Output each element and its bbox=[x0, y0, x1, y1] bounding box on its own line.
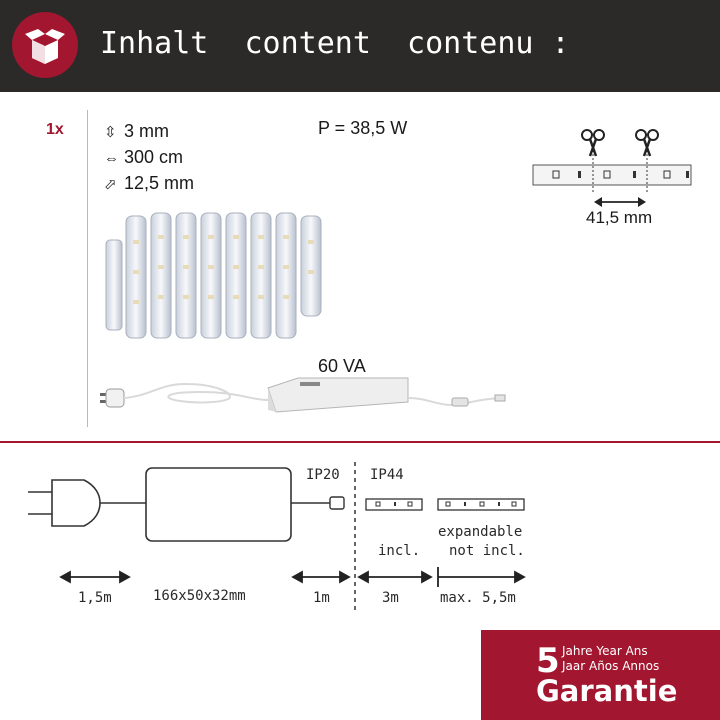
guarantee-years: 5 bbox=[536, 641, 560, 681]
max-length-label: max. 5,5m bbox=[440, 590, 516, 606]
cut-distance-label: 41,5 mm bbox=[586, 208, 653, 227]
lead-length-label: 1m bbox=[313, 590, 330, 606]
ip-rating-adapter: IP20 bbox=[306, 467, 340, 483]
page-title: Inhalt content contenu : bbox=[100, 26, 570, 61]
guarantee-line-1: Jahre Year Ans bbox=[562, 644, 648, 658]
spec-width-value: 12,5 mm bbox=[124, 173, 195, 193]
quantity-label: 1x bbox=[46, 121, 64, 138]
adapter-va-label: 60 VA bbox=[318, 356, 366, 376]
expandable-label: expandable bbox=[438, 524, 523, 540]
adapter-outline bbox=[146, 468, 291, 541]
included-label: incl. bbox=[378, 543, 421, 559]
ip-rating-strip: IP44 bbox=[370, 467, 404, 483]
guarantee-word: Garantie bbox=[536, 674, 678, 708]
adapter-size-label: 166x50x32mm bbox=[153, 588, 246, 604]
height-arrow-icon: ⇳ bbox=[104, 124, 117, 141]
width-arrow-icon: ⬀ bbox=[104, 176, 117, 193]
guarantee-badge bbox=[481, 630, 720, 720]
spec-length-value: 300 cm bbox=[124, 147, 184, 167]
plug-icon bbox=[28, 480, 146, 526]
cable-length-label: 1,5m bbox=[78, 590, 112, 606]
guarantee-line-2: Jaar Años Annos bbox=[562, 659, 660, 673]
length-arrow-icon: ⇔ bbox=[104, 150, 119, 167]
strip-length-label: 3m bbox=[382, 590, 399, 606]
spec-height-value: 3 mm bbox=[124, 121, 169, 141]
power-label: P = 38,5 W bbox=[318, 118, 408, 138]
not-included-label: not incl. bbox=[449, 543, 525, 559]
